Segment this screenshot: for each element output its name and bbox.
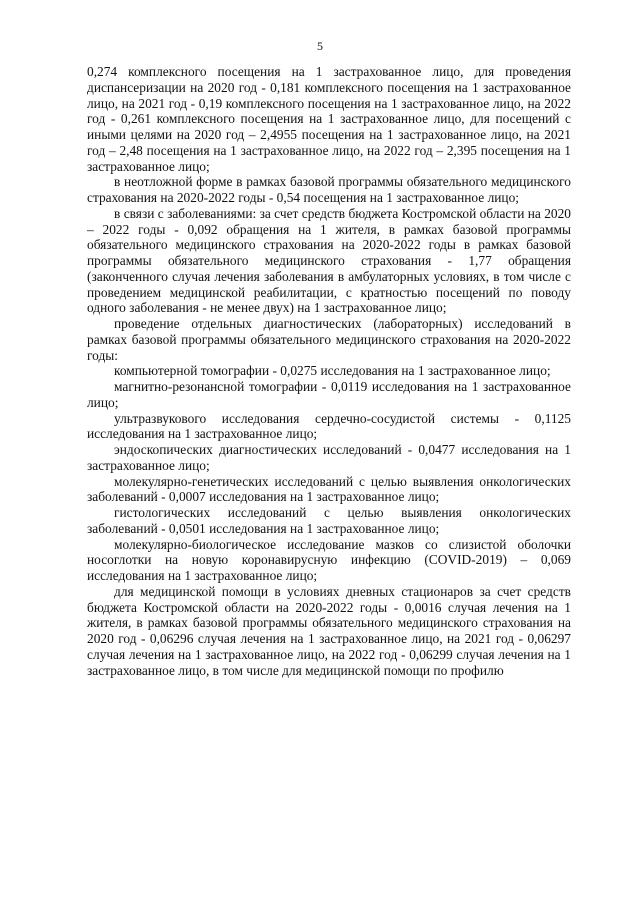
paragraph-day-hospitals: для медицинской помощи в условиях дневных стационаров за счет средств бюджета Костромской области на 2020-2022 годы - 0,0016 случая лечения на 1 жителя, в рамках базовой программы обязательного медицинского страхования на 2020 год - 0,06296 случая лечения на 1 застрахованное лицо, на 2021 год - 0,06297 случая лечения на 1 застрахованное лицо, на 2022 год - 0,06299 случая лечения на 1 застрахованное лицо, в том числе для медицинской помощи по профилю [87,583,571,678]
paragraph-disease-appeals: в связи с заболеваниями: за счет средств бюджета Костромской области на 2020 – 2022 годы - 0,092 обращения на 1 жителя, в рамках базовой программы обязательного медицинского страхования на 2020-2022 годы в рамках базовой программы обязательного медицинского страхования - 1,77 обращения (законченного случая лечения заболевания в амбулаторных условиях, в том числе с проведением медицинской реабилитации, с кратностью посещений по поводу одного заболевания - не менее двух) на 1 застрахованное лицо; [87,205,571,316]
paragraph-computed-tomography: компьютерной томографии - 0,0275 исследования на 1 застрахованное лицо; [114,363,551,379]
paragraph-covid-testing: молекулярно-биологическое исследование мазков со слизистой оболочки носоглотки на новую коронавирусную инфекцию (COVID-2019) – 0,069 исследования на 1 застрахованное лицо; [87,536,571,583]
paragraph-outpatient-visits: 0,274 комплексного посещения на 1 застрахованное лицо, для проведения диспансеризации на 2020 год - 0,181 комплексного посещения на 1 застрахованное лицо, на 2021 год - 0,19 комплексного посещения на 1 застрахованное лицо, на 2022 год - 0,261 комплексного посещения на 1 застрахованное лицо, для посещений с иными целями на 2020 год – 2,4955 посещения на 1 застрахованное лицо, на 2021 год – 2,48 посещения на 1 застрахованное лицо, на 2022 год – 2,395 посещения на 1 застрахованное лицо; [87,64,571,174]
body-text [87,64,571,678]
paragraph-mri: магнитно-резонансной томографии - 0,0119 исследования на 1 застрахованное лицо; [87,379,571,410]
paragraph-molecular-genetic: молекулярно-генетических исследований с целью выявления онкологических заболеваний - 0,0007 исследования на 1 застрахованное лицо; [87,473,571,505]
paragraph-histology: гистологических исследований с целью выявления онкологических заболеваний - 0,0501 исследования на 1 застрахованное лицо; [87,505,571,536]
page-number: 5 [317,39,323,53]
paragraph-emergency-form: в неотложной форме в рамках базовой программы обязательного медицинского страхования на 2020-2022 годы - 0,54 посещения на 1 застрахованное лицо; [87,174,571,205]
paragraph-ultrasound: ультразвукового исследования сердечно-сосудистой системы - 0,1125 исследования на 1 застрахованное лицо; [87,410,571,442]
paragraph-endoscopy: эндоскопических диагностических исследований - 0,0477 исследования на 1 застрахованное лицо; [87,442,571,473]
paragraph-diagnostic-studies: проведение отдельных диагностических (лабораторных) исследований в рамках базовой программы обязательного медицинского страхования на 2020-2022 годы: [87,316,571,363]
